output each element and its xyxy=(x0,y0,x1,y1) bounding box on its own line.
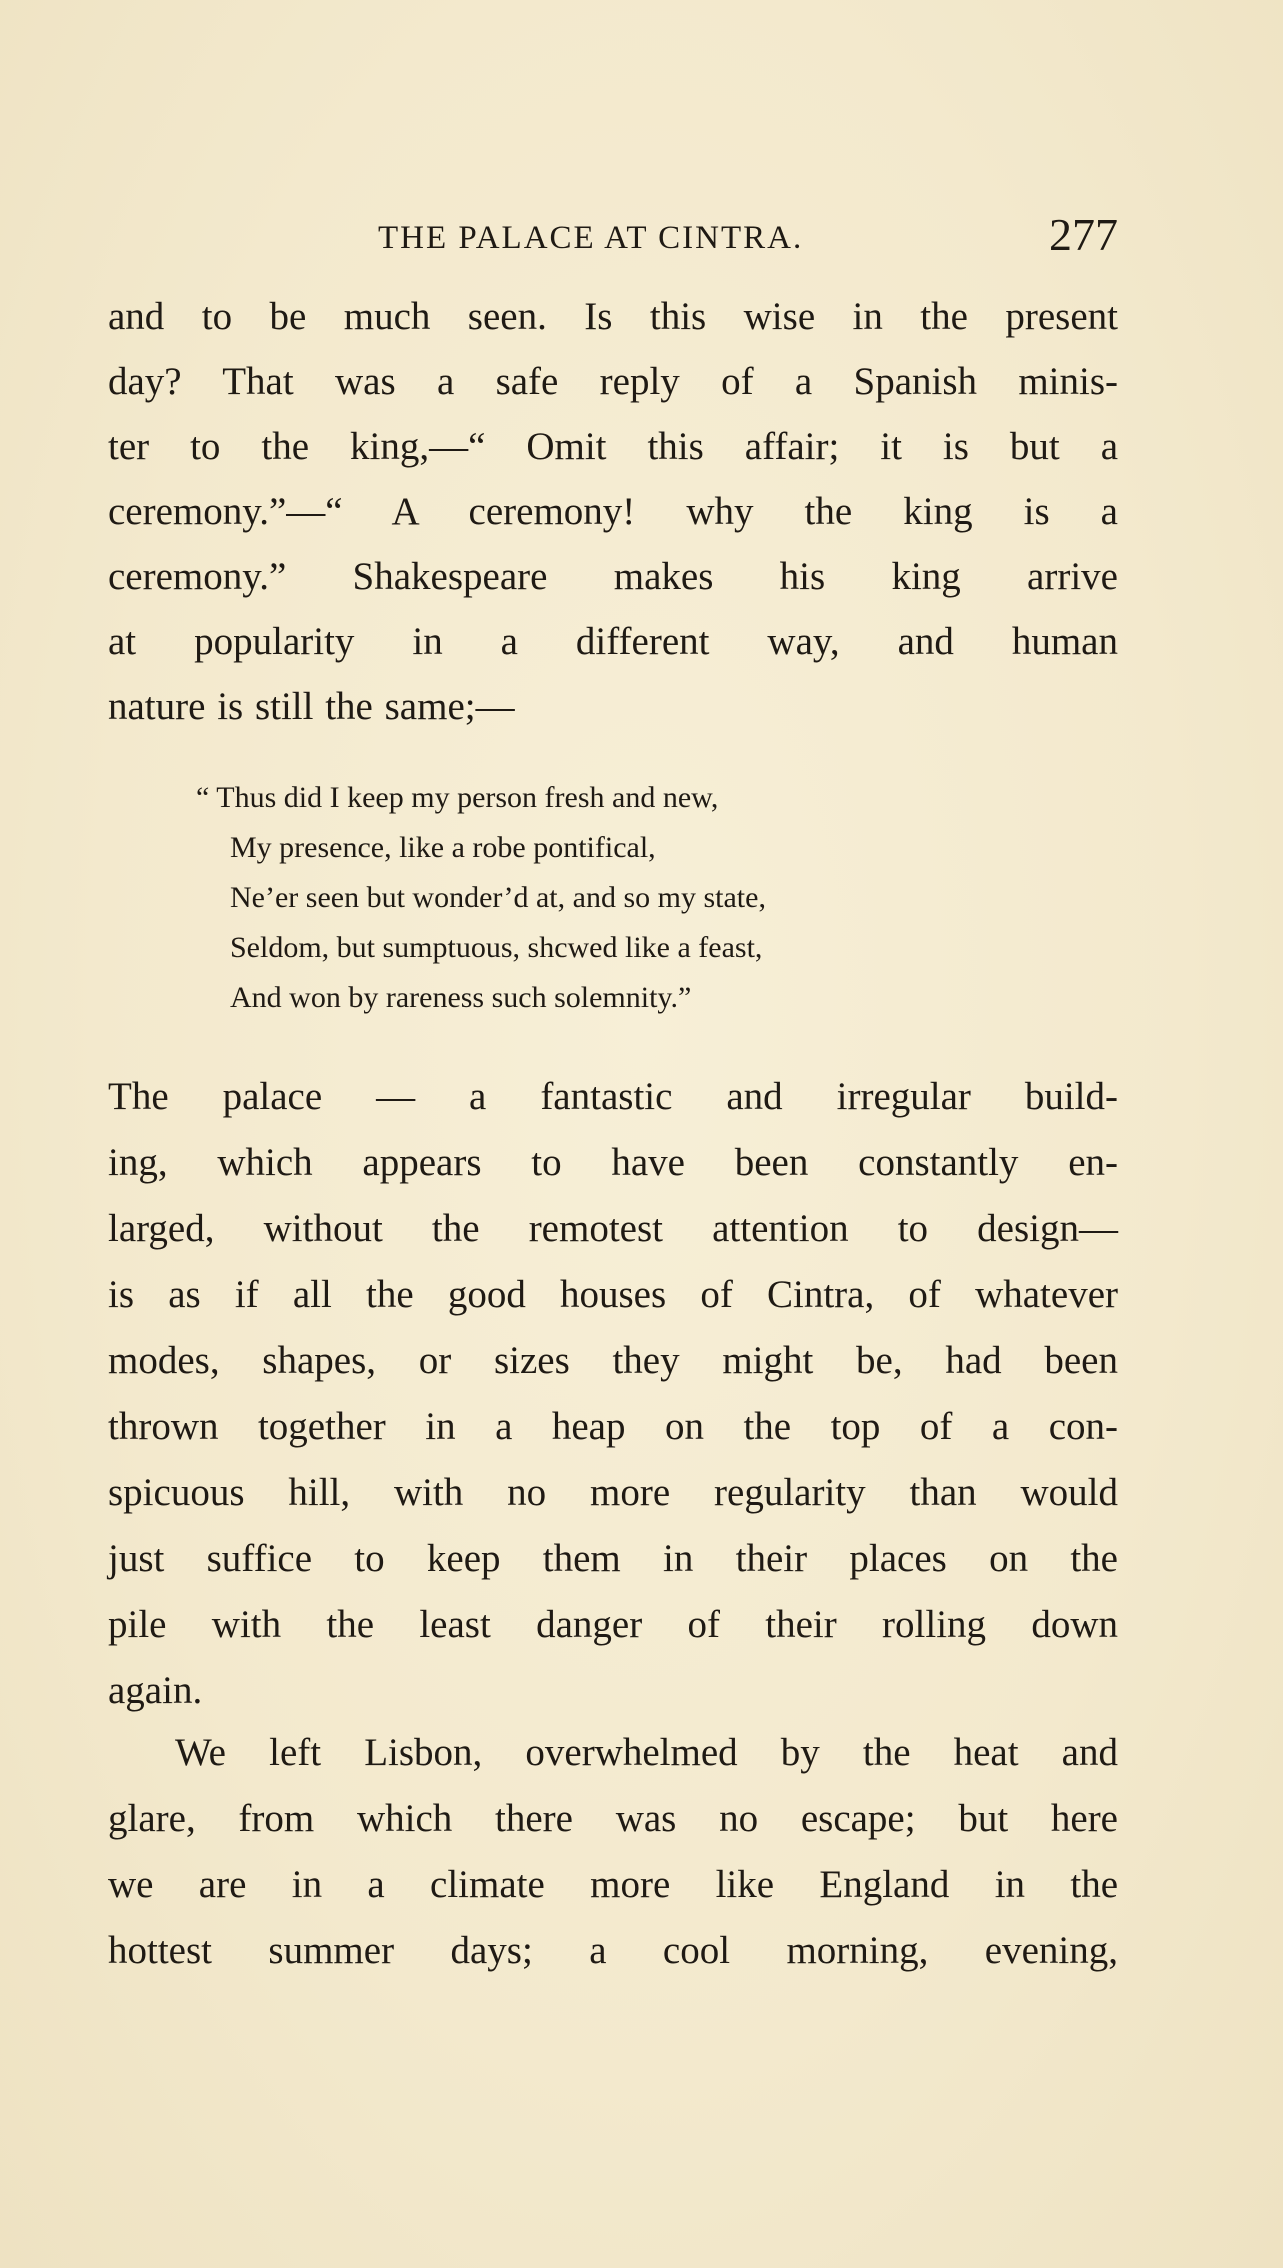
verse-line: My presence, like a robe pontifical, xyxy=(230,831,656,864)
verse-line: Seldom, but sumptuous, shcwed like a feast, xyxy=(230,931,763,964)
text-line: modes, shapes, or sizes they might be, had been xyxy=(108,1339,1118,1382)
text-line: nature is still the same;— xyxy=(108,685,515,728)
text-line: ing, which appears to have been constantly en- xyxy=(108,1141,1118,1184)
text-line: is as if all the good houses of Cintra, of whatever xyxy=(108,1273,1118,1316)
text-line: thrown together in a heap on the top of a con- xyxy=(108,1405,1118,1448)
text-line: spicuous hill, with no more regularity than would xyxy=(108,1471,1118,1514)
text-line: at popularity in a different way, and human xyxy=(108,620,1118,663)
text-line: pile with the least danger of their rolling down xyxy=(108,1603,1118,1646)
verse-line: And won by rareness such solemnity.” xyxy=(230,981,692,1014)
text-line: We left Lisbon, overwhelmed by the heat and xyxy=(175,1731,1118,1774)
text-line: and to be much seen. Is this wise in the present xyxy=(108,295,1118,338)
running-title: THE PALACE AT CINTRA. xyxy=(378,220,804,256)
page-number: 277 xyxy=(1049,209,1118,260)
text-line: ter to the king,—“ Omit this affair; it is but a xyxy=(108,425,1118,468)
text-line: hottest summer days; a cool morning, evening, xyxy=(108,1929,1118,1972)
running-head xyxy=(108,208,1118,268)
text-line: just suffice to keep them in their places on the xyxy=(108,1537,1118,1580)
text-line: again. xyxy=(108,1669,203,1712)
text-line: The palace — a fantastic and irregular build- xyxy=(108,1075,1118,1118)
text-line: larged, without the remotest attention to design— xyxy=(108,1207,1118,1250)
text-line: we are in a climate more like England in the xyxy=(108,1863,1118,1906)
verse-line: “ Thus did I keep my person fresh and new, xyxy=(196,781,719,814)
text-line: ceremony.”—“ A ceremony! why the king is a xyxy=(108,490,1118,533)
verse-line: Ne’er seen but wonder’d at, and so my state, xyxy=(230,881,766,914)
text-line: day? That was a safe reply of a Spanish minis- xyxy=(108,360,1118,403)
text-line: glare, from which there was no escape; but here xyxy=(108,1797,1118,1840)
text-line: ceremony.” Shakespeare makes his king arrive xyxy=(108,555,1118,598)
